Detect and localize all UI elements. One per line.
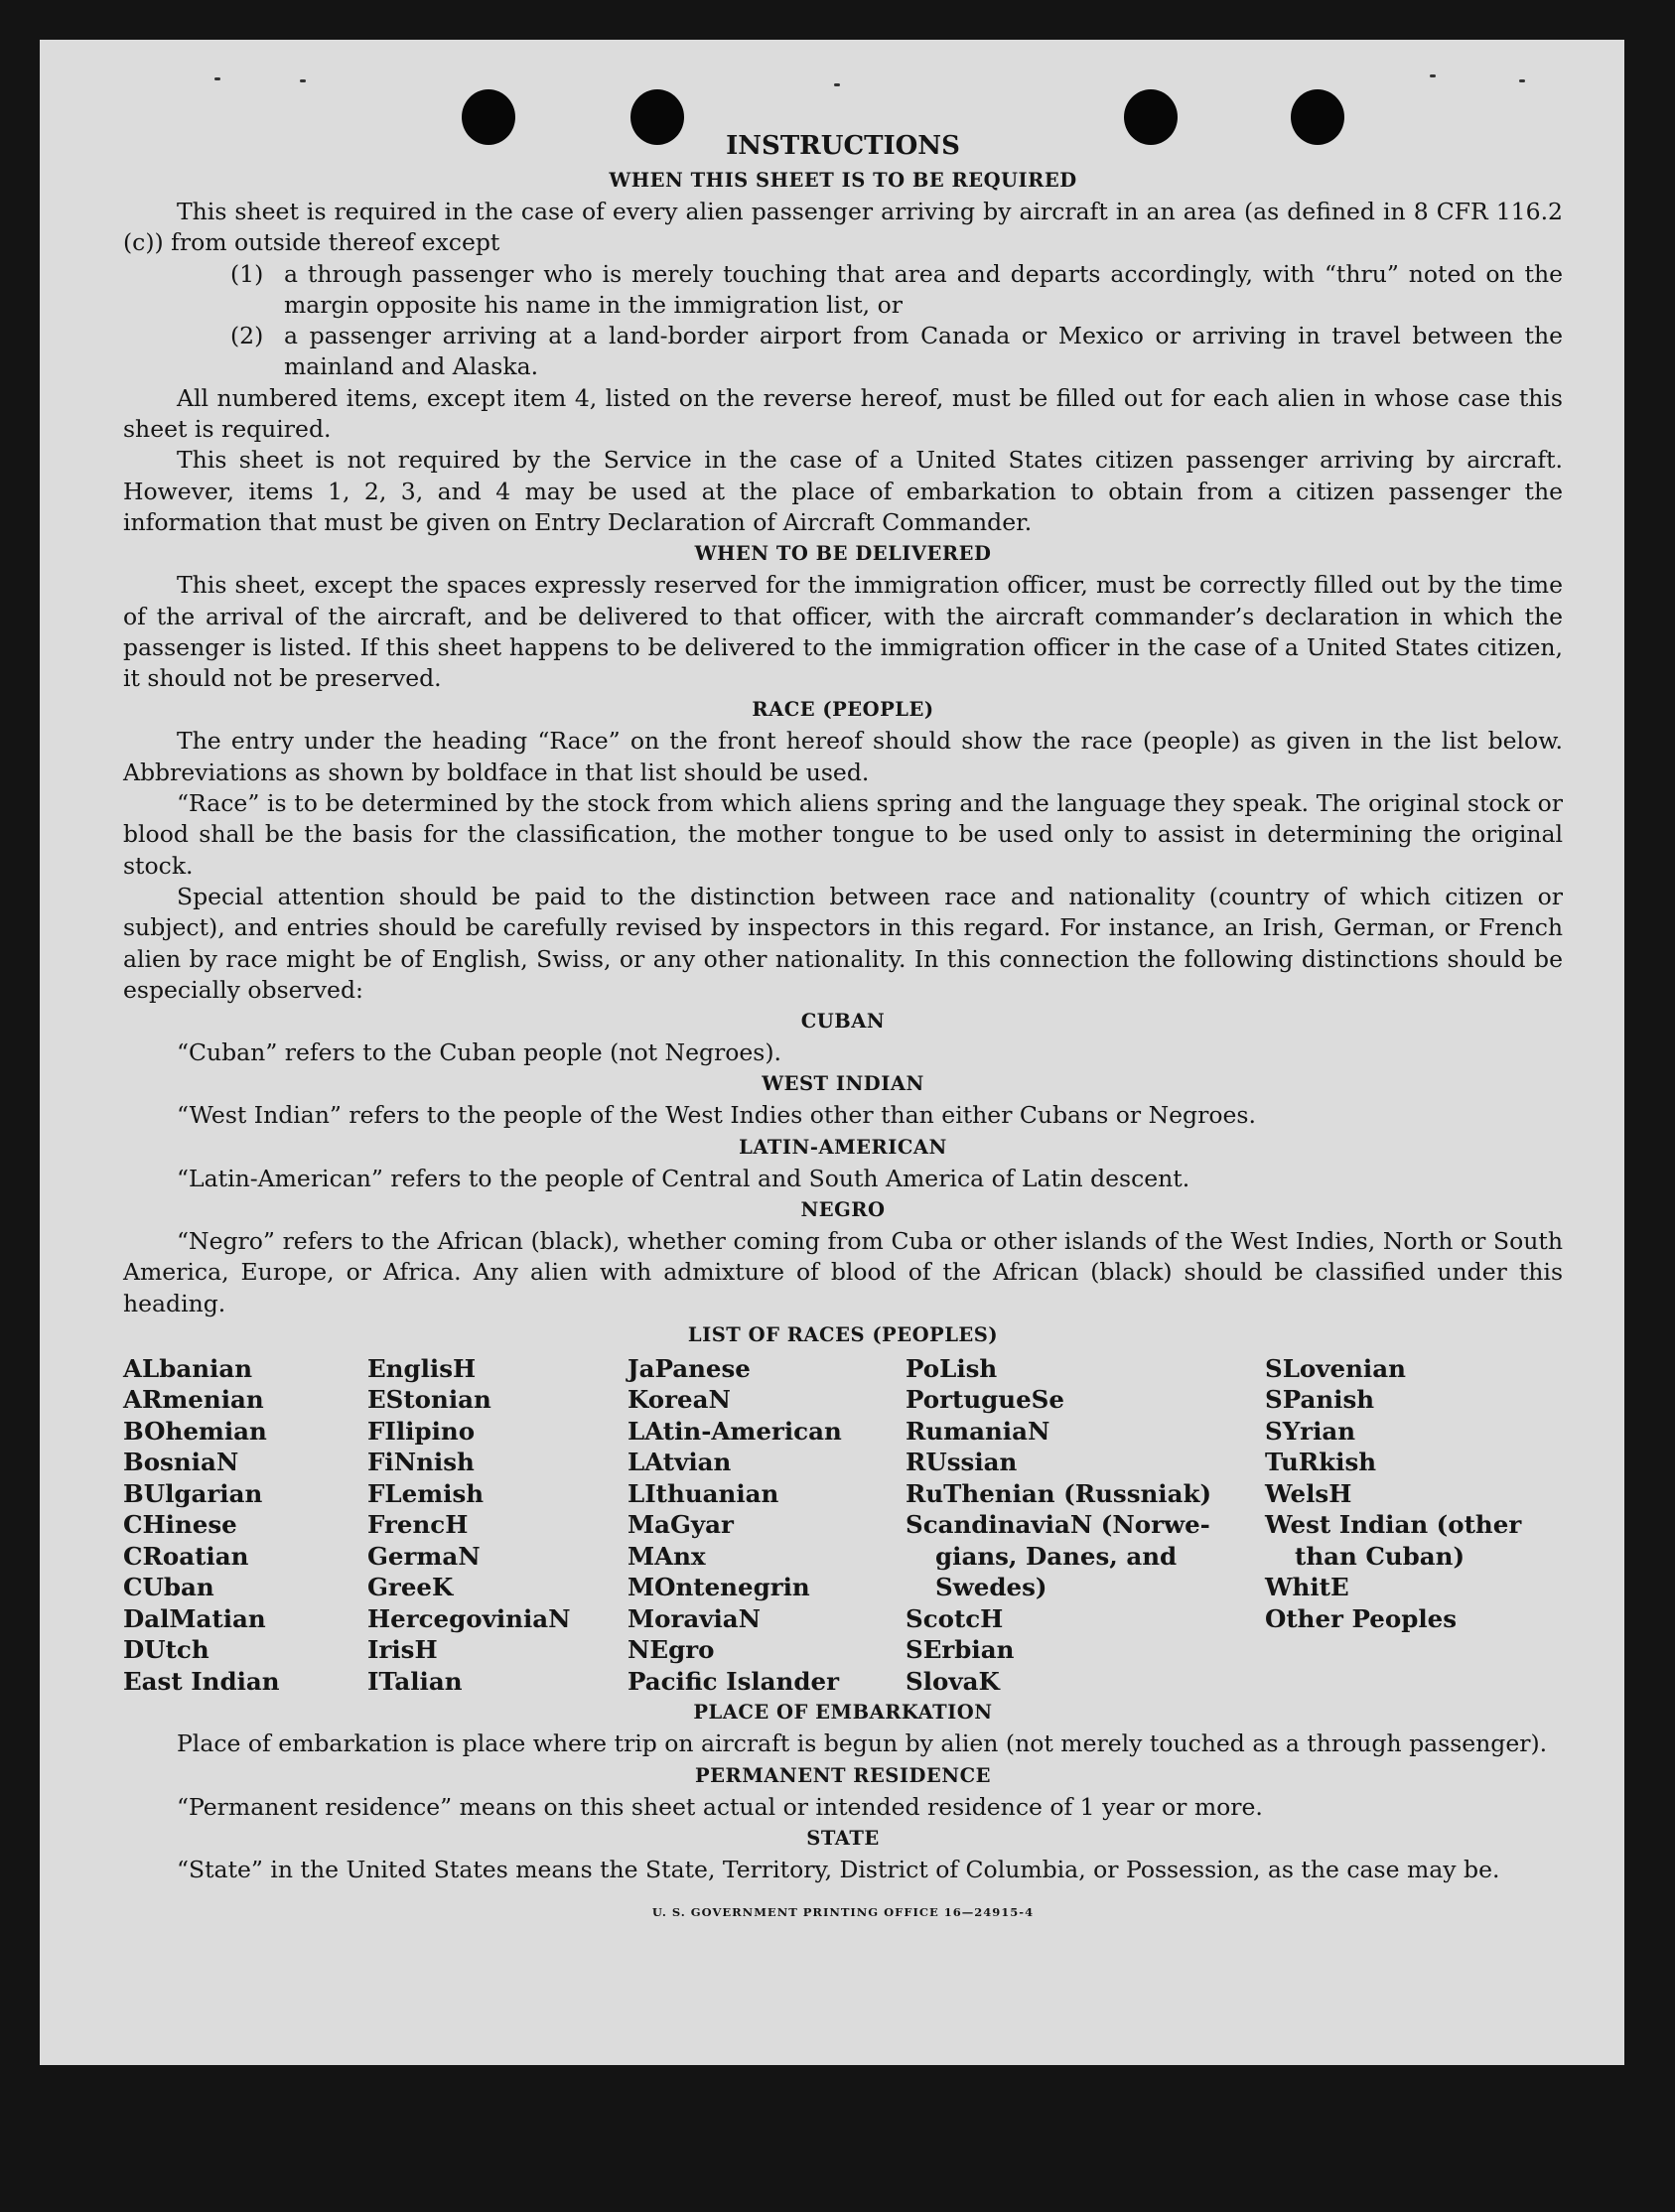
paragraph: “Negro” refers to the African (black), whether coming from Cuba or other islands of the West Indies, North or South America, Europe, or Africa. Any alien with admixture of blood of the African (black) should be classified under this heading. [123, 1227, 1563, 1317]
race-entry: SPanish [1265, 1385, 1375, 1415]
race-entry: FiNnish [367, 1448, 475, 1477]
paragraph: This sheet is required in the case of every alien passenger arriving by aircraft in an area (as defined in 8 CFR 116.2 (c)) from outside thereof except [123, 198, 1563, 257]
races-column [906, 1353, 1265, 1698]
list-item [123, 259, 1563, 322]
section-heading: LIST OF RACES (PEOPLES) [687, 1322, 999, 1346]
section-heading: WHEN THIS SHEET IS TO BE REQUIRED [609, 169, 1077, 192]
race-entry: RuThenian (Russniak) [906, 1478, 1212, 1508]
race-entry: WelsH [1265, 1478, 1352, 1508]
speck [1430, 74, 1436, 77]
race-entry: ARmenian [123, 1385, 264, 1415]
race-entry: ScandinaviaN (Norwe- [906, 1510, 1210, 1540]
race-entry: RumaniaN [906, 1416, 1050, 1446]
race-entry: WhitE [1265, 1573, 1349, 1602]
item-text: a passenger arriving at a land-border airport from Canada or Mexico or arriving in travel between the mainland and Alaska. [284, 322, 1563, 381]
race-entry: GermaN [367, 1541, 481, 1571]
list-item [123, 321, 1563, 383]
speck [300, 79, 306, 82]
paragraph: “State” in the United States means the State, Territory, District of Columbia, or Possession, as the case may be. [177, 1856, 1500, 1883]
race-entry: EStonian [367, 1385, 491, 1415]
race-entry: MOntenegrin [628, 1573, 810, 1602]
race-entry: GreeK [367, 1573, 454, 1602]
race-entry-continuation: gians, Danes, and [935, 1541, 1178, 1571]
paragraph: “Latin-American” refers to the people of Central and South America of Latin descent. [177, 1164, 1190, 1192]
section-heading: STATE [806, 1827, 880, 1850]
race-entry: NEgro [628, 1635, 715, 1665]
race-entry: BOhemian [123, 1416, 267, 1446]
race-entry: Other Peoples [1265, 1603, 1458, 1633]
section-heading: LATIN-AMERICAN [739, 1135, 947, 1159]
race-entry: RUssian [906, 1448, 1018, 1477]
race-entry: SlovaK [906, 1666, 1000, 1696]
race-entry: ITalian [367, 1666, 463, 1696]
race-entry: SLovenian [1265, 1353, 1406, 1383]
race-entry: SYrian [1265, 1416, 1356, 1446]
race-entry: BUlgarian [123, 1478, 263, 1508]
section-heading: WHEN TO BE DELIVERED [694, 542, 992, 566]
race-entry: PoLish [906, 1353, 998, 1383]
race-entry: HercegoviniaN [367, 1603, 571, 1633]
race-entry: DUtch [123, 1635, 209, 1665]
race-entry: West Indian (other [1265, 1510, 1522, 1540]
race-entry: East Indian [123, 1666, 280, 1696]
race-entry: CRoatian [123, 1541, 249, 1571]
race-entry: SErbian [906, 1635, 1015, 1665]
race-entry: CUban [123, 1573, 214, 1602]
race-entry-continuation: Swedes) [935, 1573, 1047, 1602]
printer-imprint: U. S. GOVERNMENT PRINTING OFFICE 16—24915-4 [651, 1905, 1035, 1920]
speck [834, 83, 840, 86]
section-heading: CUBAN [800, 1010, 886, 1034]
races-column [367, 1353, 628, 1698]
speck [1519, 79, 1525, 82]
race-entry: BosniaN [123, 1448, 239, 1477]
item-text: a through passenger who is merely touching that area and departs accordingly, with “thru” noted on the margin opposite his name in the immigration list, or [284, 259, 1563, 319]
race-entry: IrisH [367, 1635, 438, 1665]
race-entry: EnglisH [367, 1353, 477, 1383]
race-entry: JaPanese [628, 1353, 751, 1383]
section-heading: PLACE OF EMBARKATION [693, 1701, 993, 1725]
instructions-content [123, 127, 1563, 1929]
race-entry: MaGyar [628, 1510, 734, 1540]
race-entry: CHinese [123, 1510, 237, 1540]
paragraph: The entry under the heading “Race” on the front hereof should show the race (people) as given in the list below. Abbreviations as shown by boldface in that list should be used. [123, 727, 1563, 786]
races-column [123, 1353, 367, 1698]
race-entry: LAtin-American [628, 1416, 842, 1446]
races-column [628, 1353, 906, 1698]
paragraph: Place of embarkation is place where trip on aircraft is begun by alien (not merely touched as a through passenger). [177, 1729, 1548, 1758]
paragraph: “West Indian” refers to the people of the West Indies other than either Cubans or Negroes. [177, 1101, 1256, 1130]
race-entry: MoraviaN [628, 1603, 762, 1633]
race-entry: KoreaN [628, 1385, 731, 1415]
paragraph: Special attention should be paid to the distinction between race and nationality (country of which citizen or subject), and entries should be carefully revised by inspectors in this regard. For instance, an Irish, German, or French alien by race might be of English, Swiss, or any other nationality. In this connection the following distinctions should be especially observed: [123, 882, 1563, 1004]
item-number: (1) [230, 259, 264, 288]
race-entry: PortugueSe [906, 1385, 1064, 1415]
paragraph: “Race” is to be determined by the stock from which aliens spring and the language they speak. The original stock or blood shall be the basis for the classification, the mother tongue to be used only to assist in determining the original stock. [123, 789, 1563, 880]
race-entry: FLemish [367, 1478, 485, 1508]
race-entry: LIthuanian [628, 1478, 779, 1508]
section-heading: PERMANENT RESIDENCE [694, 1763, 991, 1787]
race-entry: Pacific Islander [628, 1666, 839, 1696]
paragraph: “Permanent residence” means on this sheet actual or intended residence of 1 year or more. [177, 1792, 1263, 1821]
speck [214, 77, 220, 80]
document-page [40, 40, 1624, 2065]
paragraph: All numbered items, except item 4, listed on the reverse hereof, must be filled out for each alien in whose case this sheet is required. [123, 383, 1563, 444]
race-entry: FrencH [367, 1510, 469, 1540]
race-entry: ALbanian [123, 1353, 253, 1383]
races-list [123, 1353, 1563, 1698]
race-entry: LAtvian [628, 1448, 732, 1477]
paragraph: “Cuban” refers to the Cuban people (not Negroes). [177, 1038, 782, 1067]
race-entry: ScotcH [906, 1603, 1004, 1633]
race-entry: FIlipino [367, 1416, 476, 1446]
page-title: INSTRUCTIONS [726, 131, 960, 161]
paragraph: This sheet, except the spaces expressly reserved for the immigration officer, must be correctly filled out by the time of the arrival of the aircraft, and be delivered to that officer, with the aircraft commander’s declaration in which the passenger is listed. If this sheet happens to be delivered to the immigration officer in the case of a United States citizen, it should not be preserved. [123, 571, 1563, 693]
paragraph: This sheet is not required by the Service in the case of a United States citizen passenger arriving by aircraft. However, items 1, 2, 3, and 4 may be used at the place of embarkation to obtain from a citizen passenger the information that must be given on Entry Declaration of Aircraft Commander. [123, 446, 1563, 536]
race-entry: DalMatian [123, 1603, 266, 1633]
section-heading: NEGRO [800, 1198, 886, 1222]
item-number: (2) [230, 322, 264, 350]
race-entry: TuRkish [1265, 1448, 1377, 1477]
races-column [1265, 1353, 1563, 1698]
section-heading: RACE (PEOPLE) [752, 698, 934, 722]
race-entry-continuation: than Cuban) [1295, 1541, 1466, 1571]
section-heading: WEST INDIAN [762, 1072, 924, 1096]
race-entry: MAnx [628, 1541, 706, 1571]
